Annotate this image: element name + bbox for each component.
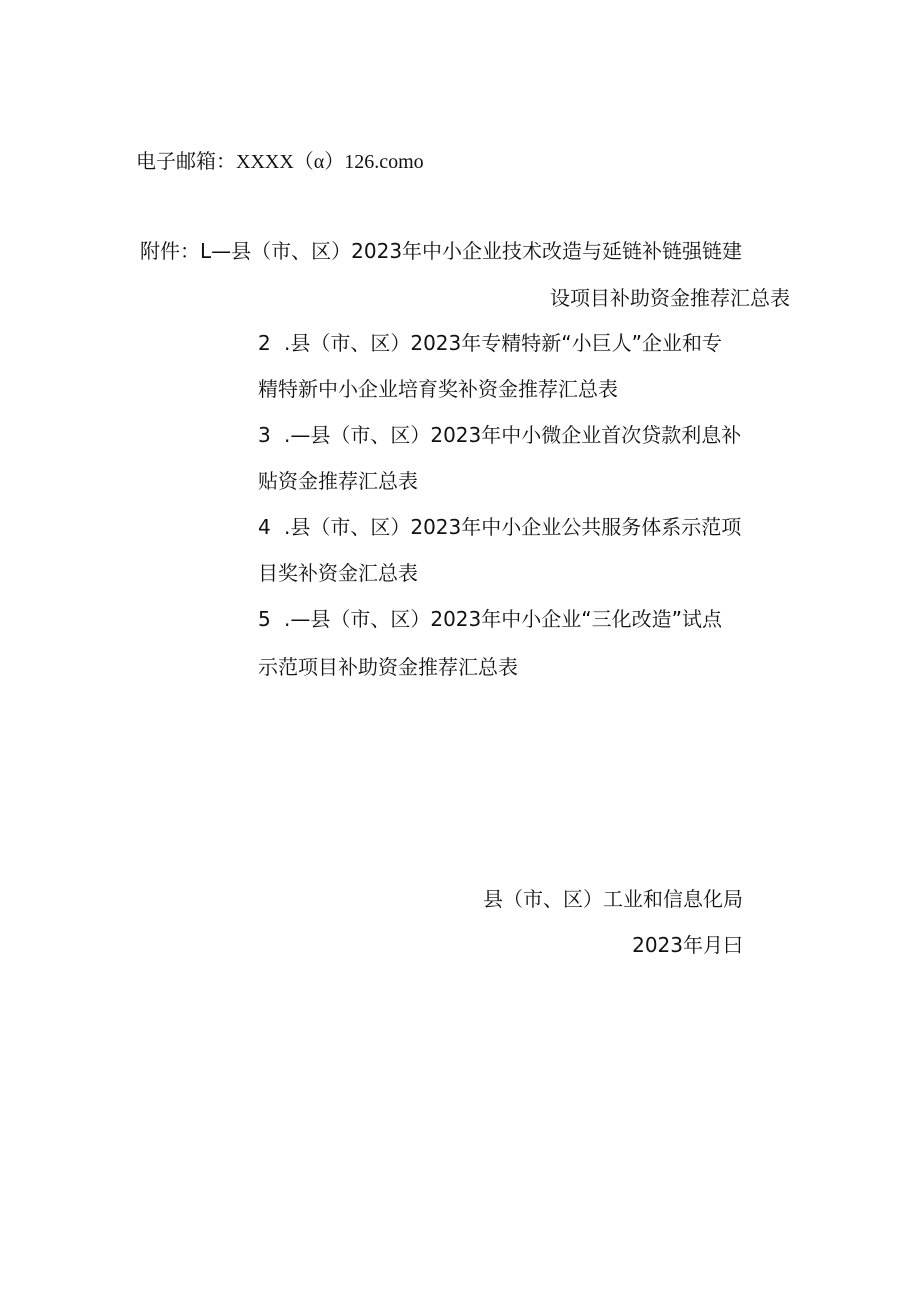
email-label: 电子邮箱：: [136, 149, 236, 173]
attachment-item-text: .县（市、区）2023年专精特新“小巨人”企业和专: [284, 331, 722, 355]
attachment-item-text: .县（市、区）2023年中小企业公共服务体系示范项: [284, 515, 742, 539]
attachment-item-2-continued: 精特新中小企业培育奖补资金推荐汇总表: [258, 377, 618, 401]
attachment-item-number: 5: [258, 607, 271, 631]
attachment-item-1-text: L—县（市、区）2023年中小企业技术改造与延链补链强链建: [200, 239, 743, 263]
attachment-item-3-continued: 贴资金推荐汇总表: [258, 469, 418, 493]
attachment-item-text: .—县（市、区）2023年中小微企业首次贷款利息补: [284, 423, 742, 447]
attachment-label: 附件：: [140, 239, 200, 263]
signature-date: 2023年月曰: [632, 933, 743, 957]
attachment-item-number: 4: [258, 515, 271, 539]
email-line: [136, 148, 424, 175]
attachment-item-5-continued: 示范项目补助资金推荐汇总表: [258, 655, 518, 679]
attachment-item-2: [258, 330, 722, 356]
attachment-item-3: [258, 422, 741, 448]
email-value: XXXX（α）126.como: [236, 151, 424, 173]
attachment-item-number: 3: [258, 423, 271, 447]
attachment-item-5: [258, 606, 722, 632]
signature-organization: 县（市、区）工业和信息化局: [483, 887, 743, 911]
attachment-line-1-continued: 设项目补助资金推荐汇总表: [550, 286, 790, 310]
attachment-item-4-continued: 目奖补资金汇总表: [258, 561, 418, 585]
attachment-item-text: .—县（市、区）2023年中小企业“三化改造”试点: [284, 607, 722, 631]
attachment-item-4: [258, 514, 741, 540]
attachment-item-number: 2: [258, 331, 271, 355]
attachment-line-1: [140, 238, 742, 264]
